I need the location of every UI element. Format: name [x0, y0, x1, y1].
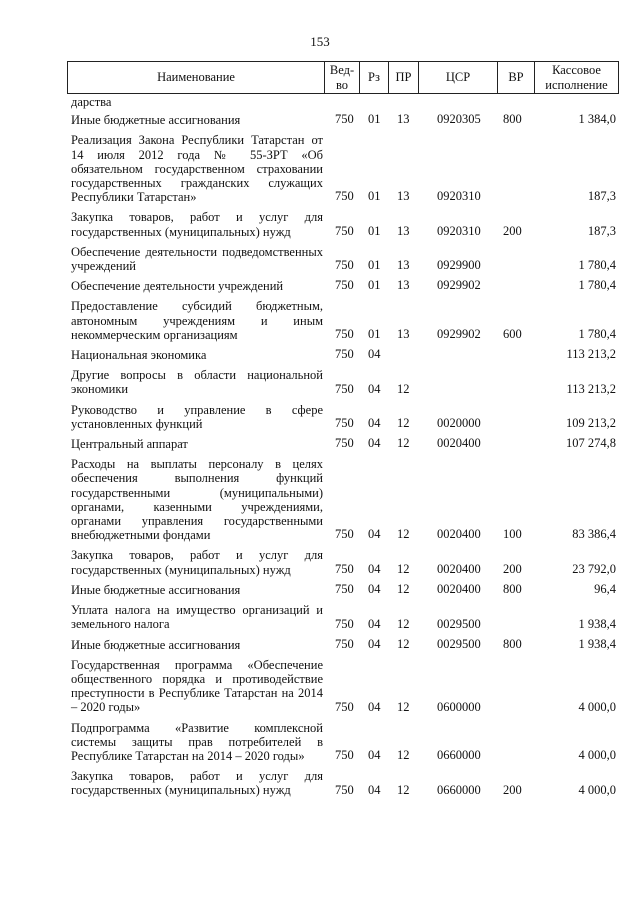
cell-pr: 12	[397, 436, 410, 451]
cell-csr: 0920310	[437, 223, 481, 238]
table-header	[67, 61, 619, 94]
header-name: Наименование	[157, 70, 235, 84]
header-vr: ВР	[497, 62, 534, 93]
table-row	[71, 721, 621, 764]
table-row	[71, 368, 621, 396]
row-name: Обеспечение деятельности подведомственных учреждений	[71, 244, 323, 274]
cell-vr: 200	[503, 782, 522, 797]
cell-pr: 13	[397, 258, 410, 273]
cell-ved: 750	[335, 347, 354, 362]
cell-ved: 750	[335, 782, 354, 797]
row-values	[71, 278, 621, 293]
cell-rz: 01	[368, 112, 381, 127]
cell-kas: 113 213,2	[566, 347, 616, 362]
table-row	[71, 658, 621, 715]
row-name: Государственная программа «Обеспечение общественного порядка и противодействие преступности в Республике Татарстан на 2014 – 2020 годы»	[71, 657, 323, 715]
cell-ved: 750	[335, 189, 354, 204]
header-rz: Рз	[359, 62, 388, 93]
row-values	[71, 617, 621, 632]
cell-ved: 750	[335, 278, 354, 293]
row-name: Подпрограмма «Развитие комплексной системы защиты прав потребителей в Республике Татарстан на 2014 – 2020 годы»	[71, 720, 323, 763]
cell-csr: 0020400	[437, 561, 481, 576]
row-name: Обеспечение деятельности учреждений	[71, 279, 284, 294]
table-row	[71, 583, 621, 597]
cell-kas: 83 386,4	[572, 527, 616, 542]
table-row	[71, 638, 621, 652]
cell-rz: 04	[368, 636, 381, 651]
cell-ved: 750	[335, 616, 354, 631]
row-name: Центральный аппарат	[71, 437, 188, 452]
header-kas-line2: исполнение	[545, 77, 608, 92]
row-values	[71, 582, 621, 597]
cell-rz: 01	[368, 327, 381, 342]
cell-rz: 04	[368, 782, 381, 797]
table-body	[71, 95, 621, 804]
cell-ved: 750	[335, 327, 354, 342]
cell-pr: 12	[397, 616, 410, 631]
row-values	[71, 258, 621, 273]
cell-rz: 04	[368, 748, 381, 763]
cell-kas: 4 000,0	[578, 699, 616, 714]
cell-csr: 0920310	[437, 189, 481, 204]
cell-kas: 4 000,0	[578, 748, 616, 763]
cell-kas: 113 213,2	[566, 381, 616, 396]
header-csr: ЦСР	[418, 62, 497, 93]
cell-csr: 0660000	[437, 782, 481, 797]
row-name: Закупка товаров, работ и услуг для государственных (муниципальных) нужд	[71, 769, 323, 798]
cell-pr: 12	[397, 527, 410, 542]
cell-pr: 12	[397, 416, 410, 431]
cell-csr: 0029500	[437, 616, 481, 631]
cell-pr: 12	[397, 748, 410, 763]
cell-pr: 12	[397, 561, 410, 576]
row-name: Закупка товаров, работ и услуг для государственных (муниципальных) нужд	[71, 548, 323, 577]
cell-csr: 0929902	[437, 327, 481, 342]
cell-csr: 0929900	[437, 258, 481, 273]
row-values	[71, 347, 621, 362]
cell-kas: 96,4	[594, 582, 616, 597]
row-name: дарства	[71, 95, 112, 109]
cell-pr: 12	[397, 699, 410, 714]
cell-kas: 109 213,2	[566, 416, 616, 431]
cell-ved: 750	[335, 381, 354, 396]
row-name: Другие вопросы в области национальной экономики	[71, 368, 323, 397]
table-row	[71, 403, 621, 431]
cell-kas: 4 000,0	[578, 782, 616, 797]
row-values	[71, 94, 621, 109]
row-name: Закупка товаров, работ и услуг для государственных (муниципальных) нужд	[71, 210, 323, 239]
cell-rz: 04	[368, 436, 381, 451]
cell-pr: 13	[397, 112, 410, 127]
row-values	[71, 382, 621, 397]
cell-csr: 0020400	[437, 527, 481, 542]
table-row	[71, 279, 621, 293]
cell-pr: 13	[397, 223, 410, 238]
table-row	[71, 245, 621, 273]
row-values	[71, 527, 621, 542]
cell-csr: 0600000	[437, 699, 481, 714]
table-row	[71, 348, 621, 362]
cell-kas: 23 792,0	[572, 561, 616, 576]
row-name: Руководство и управление в сфере установленных функций	[71, 402, 323, 431]
cell-rz: 01	[368, 189, 381, 204]
cell-vr: 600	[503, 327, 522, 342]
cell-ved: 750	[335, 748, 354, 763]
table-row	[71, 548, 621, 576]
table-row	[71, 299, 621, 342]
header-kas-line1: Кассовое	[552, 62, 601, 77]
row-values	[71, 637, 621, 652]
cell-vr: 100	[503, 527, 522, 542]
cell-ved: 750	[335, 699, 354, 714]
cell-ved: 750	[335, 636, 354, 651]
cell-kas: 187,3	[587, 223, 616, 238]
cell-kas: 1 938,4	[578, 636, 616, 651]
header-pr: ПР	[388, 62, 418, 93]
cell-csr: 0660000	[437, 748, 481, 763]
table-row	[71, 95, 621, 109]
cell-rz: 04	[368, 561, 381, 576]
table-row	[71, 133, 621, 204]
cell-pr: 12	[397, 381, 410, 396]
table-row	[71, 457, 621, 542]
row-values	[71, 700, 621, 715]
cell-rz: 04	[368, 347, 381, 362]
cell-rz: 01	[368, 278, 381, 293]
cell-vr: 800	[503, 582, 522, 597]
cell-ved: 750	[335, 436, 354, 451]
cell-kas: 1 780,4	[578, 327, 616, 342]
cell-pr: 12	[397, 582, 410, 597]
cell-csr: 0929902	[437, 278, 481, 293]
cell-kas: 1 780,4	[578, 258, 616, 273]
row-name: Уплата налога на имущество организаций и земельного налога	[71, 603, 323, 632]
page-number: 153	[310, 34, 330, 49]
header-ved-line1: Вед-	[329, 62, 355, 77]
cell-pr: 13	[397, 327, 410, 342]
cell-ved: 750	[335, 527, 354, 542]
cell-ved: 750	[335, 582, 354, 597]
cell-vr: 200	[503, 561, 522, 576]
table-row	[71, 603, 621, 631]
row-name: Предоставление субсидий бюджетным, автономным учреждениям и иным некоммерческим организациям	[71, 299, 323, 342]
row-values	[71, 189, 621, 204]
cell-vr: 800	[503, 112, 522, 127]
cell-vr: 800	[503, 636, 522, 651]
row-name: Реализация Закона Республики Татарстан от 14 июля 2012 года № 55-ЗРТ «Об обязательном государственном страховании государственных гражданских служащих Республики Татарстан»	[71, 133, 323, 205]
table-row	[71, 210, 621, 238]
cell-rz: 04	[368, 582, 381, 597]
cell-rz: 04	[368, 416, 381, 431]
table-row	[71, 113, 621, 127]
row-name: Иные бюджетные ассигнования	[71, 582, 241, 597]
cell-kas: 1 780,4	[578, 278, 616, 293]
row-values	[71, 112, 621, 127]
cell-rz: 01	[368, 258, 381, 273]
cell-rz: 01	[368, 223, 381, 238]
row-values	[71, 416, 621, 431]
cell-kas: 1 384,0	[578, 112, 616, 127]
row-name: Национальная экономика	[71, 348, 207, 363]
cell-kas: 1 938,4	[578, 616, 616, 631]
row-name: Иные бюджетные ассигнования	[71, 113, 241, 128]
cell-vr: 200	[503, 223, 522, 238]
cell-rz: 04	[368, 527, 381, 542]
cell-csr: 0020400	[437, 436, 481, 451]
row-values	[71, 436, 621, 451]
cell-csr: 0020400	[437, 582, 481, 597]
cell-rz: 04	[368, 616, 381, 631]
cell-pr: 12	[397, 636, 410, 651]
cell-csr: 0020000	[437, 416, 481, 431]
cell-ved: 750	[335, 223, 354, 238]
row-values	[71, 327, 621, 342]
row-values	[71, 224, 621, 239]
cell-csr: 0029500	[437, 636, 481, 651]
cell-kas: 187,3	[587, 189, 616, 204]
header-ved-line2: во	[335, 77, 349, 92]
row-name: Иные бюджетные ассигнования	[71, 637, 241, 652]
cell-rz: 04	[368, 699, 381, 714]
cell-ved: 750	[335, 416, 354, 431]
row-name: Расходы на выплаты персоналу в целях обеспечения выполнения функций государственными (муниципальными) органами, казенными учреждениями, органами управления государственными внебюджетными фондами	[71, 457, 323, 543]
header-ved	[324, 62, 359, 93]
table-row	[71, 769, 621, 797]
row-values	[71, 748, 621, 763]
cell-csr: 0920305	[437, 112, 481, 127]
row-values	[71, 783, 621, 798]
cell-ved: 750	[335, 561, 354, 576]
cell-rz: 04	[368, 381, 381, 396]
cell-pr: 13	[397, 278, 410, 293]
table-row	[71, 437, 621, 451]
cell-ved: 750	[335, 258, 354, 273]
cell-kas: 107 274,8	[566, 436, 616, 451]
cell-ved: 750	[335, 112, 354, 127]
header-kas	[534, 62, 618, 93]
row-values	[71, 562, 621, 577]
cell-pr: 12	[397, 782, 410, 797]
cell-pr: 13	[397, 189, 410, 204]
